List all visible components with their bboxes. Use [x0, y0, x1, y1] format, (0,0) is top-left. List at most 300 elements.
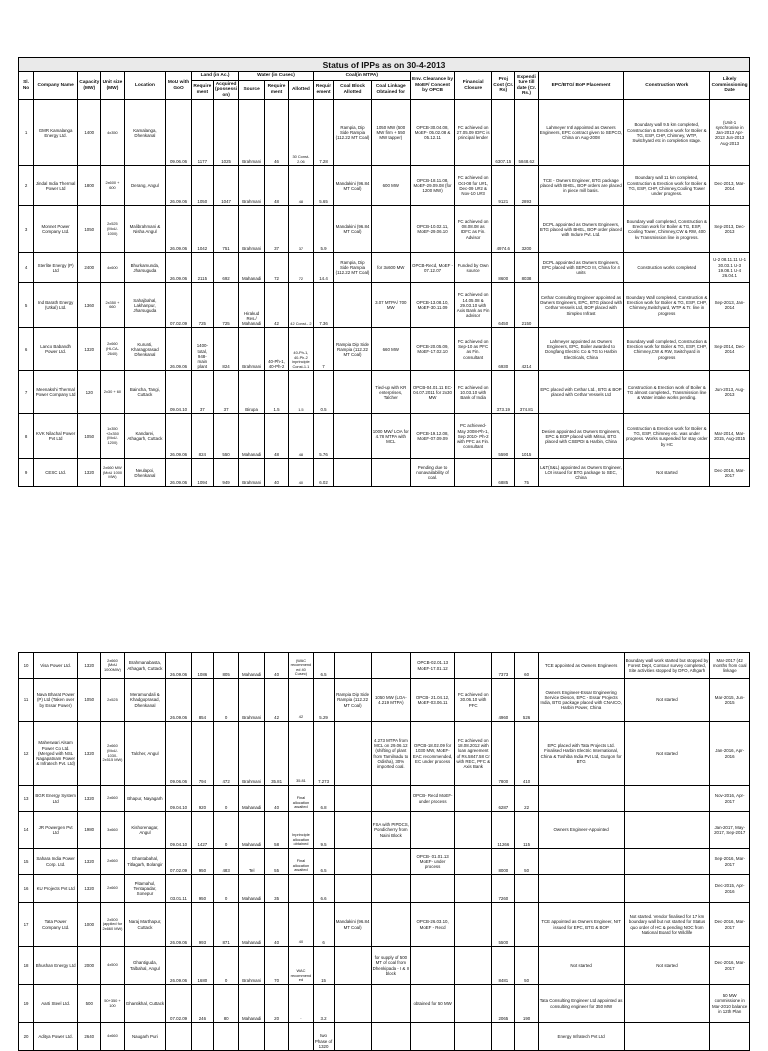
cell-unit-size: 2x660 (HLCA-2640): [101, 328, 124, 371]
cell-sl: 15: [19, 849, 34, 875]
cell-unit-size: 2x660 MW (MoU 1000 MW): [101, 459, 124, 487]
cell-expenditure: 50: [515, 849, 538, 875]
table-row: [19, 679, 750, 722]
cell-coal-requirement: 7.28: [313, 100, 334, 166]
cell-financial-closure: [455, 903, 492, 947]
cell-unit-size: 2x660: [101, 849, 124, 875]
cell-water-source: Mahanadi: [239, 653, 265, 679]
cell-land-requirement: 1094: [191, 459, 213, 487]
cell-water-allotted: 42: [289, 679, 313, 722]
header-company: Company Name: [34, 72, 78, 100]
cell-construction-work: Construction & Erection work for Boiler & TG, ESP, Chimney etc. was under progress. Works suspended for stay order by HC: [624, 414, 710, 459]
cell-land-requirement: 824: [191, 414, 213, 459]
table-row: [19, 100, 750, 166]
cell-mou-date: 09.04.10: [166, 786, 192, 812]
cell-water-requirement: 55: [264, 849, 288, 875]
cell-coal-block: [334, 812, 371, 849]
header-epc: EPC/BTG/ BoP Placement: [538, 72, 624, 100]
cell-coal-linkage: [371, 653, 410, 679]
cell-land-acquired: 751: [213, 206, 239, 253]
cell-construction-work: [624, 1023, 710, 1051]
table-row: [19, 812, 750, 849]
page-two: [0, 606, 768, 1049]
cell-coal-requirement: 5.76: [313, 414, 334, 459]
cell-financial-closure: Funded by Own source: [455, 253, 492, 283]
cell-land-acquired: 1025: [213, 100, 239, 166]
cell-water-requirement: 72: [264, 253, 288, 283]
cell-mou-date: 09.06.06: [166, 722, 192, 786]
page-gap: [0, 560, 768, 606]
cell-expenditure: 1015: [515, 414, 538, 459]
cell-epc-placement: Energy Infratech Pvt Ltd: [538, 1023, 624, 1051]
cell-land-acquired: 80: [213, 985, 239, 1023]
cell-water-requirement: 20: [264, 985, 288, 1023]
cell-capacity: 1400: [78, 100, 101, 166]
cell-project-cost: 7373: [492, 653, 515, 679]
cell-env-clearance: [411, 875, 455, 903]
cell-likely-date: U-2 08.11.11 U-1 30.03.1 U-3 19.08.1 U-4 26.04.1: [710, 253, 750, 283]
cell-water-source: Brahmani: [239, 459, 265, 487]
cell-coal-requirement: 6.5: [313, 849, 334, 875]
cell-expenditure: 190: [515, 985, 538, 1023]
cell-water-allotted: -: [289, 985, 313, 1023]
cell-land-requirement: 1400- total, 948- main plant: [191, 328, 213, 371]
cell-coal-linkage: [371, 1023, 410, 1051]
cell-project-cost: 8481: [492, 947, 515, 985]
cell-location: Kishorenagar, Angul: [124, 812, 166, 849]
cell-project-cost: 6450: [492, 283, 515, 328]
cell-epc-placement: TCE appointed as Owners Engineer, NIT issued for EPC, BTG & BOP: [538, 903, 624, 947]
cell-env-clearance: OPCB-Recd, MoEF - 07.12.07: [411, 253, 455, 283]
cell-construction-work: Not started: [624, 459, 710, 487]
cell-project-cost: 6930: [492, 328, 515, 371]
cell-financial-closure: [455, 786, 492, 812]
cell-mou-date: 07.02.09: [166, 985, 192, 1023]
cell-construction-work: [624, 875, 710, 903]
cell-coal-linkage: 1050 MW (500 MW firm + 550 MW tapper): [371, 100, 410, 166]
cell-coal-requirement: 6.8: [313, 786, 334, 812]
cell-sl: 16: [19, 875, 34, 903]
cell-water-source: Mahanadi: [239, 903, 265, 947]
cell-mou-date: 26.09.06: [166, 166, 192, 206]
table-row: [19, 328, 750, 371]
cell-mou-date: 26.09.06: [166, 459, 192, 487]
header-coal: Coal(in MTPA): [313, 72, 410, 81]
cell-expenditure: [515, 903, 538, 947]
cell-water-requirement: 40: [264, 786, 288, 812]
cell-coal-requirement: 7: [313, 328, 334, 371]
cell-water-requirement: 1.5: [264, 371, 288, 414]
cell-water-source: Tel: [239, 849, 265, 875]
cell-land-acquired: 0: [213, 947, 239, 985]
cell-capacity: 1320: [78, 653, 101, 679]
cell-coal-block: [334, 653, 371, 679]
cell-location: Kamalanga, Dhenkanal: [124, 100, 166, 166]
cell-epc-placement: Owners Engineer-Appointed: [538, 812, 624, 849]
cell-env-clearance: OPCB-18.02.09 for 1030 MW, MoEF- EAC recommended, EC under process: [411, 722, 455, 786]
cell-coal-requirement: 5.65: [313, 166, 334, 206]
cell-expenditure: 50: [515, 947, 538, 985]
cell-land-requirement: 993: [191, 903, 213, 947]
cell-sl: 2: [19, 166, 34, 206]
cell-project-cost: 4960: [492, 679, 515, 722]
cell-expenditure: 410: [515, 722, 538, 786]
cell-project-cost: 8000: [492, 849, 515, 875]
cell-coal-linkage: [371, 903, 410, 947]
cell-water-requirement: 70: [264, 947, 288, 985]
cell-location: Talcher, Angul: [124, 722, 166, 786]
cell-sl: 20: [19, 1023, 34, 1051]
cell-company: Maheswari Alsam Power Co Ltd. (Merged with NSL Nagapatnam Power & Infratech Pvt. Ltd): [34, 722, 78, 786]
cell-capacity: 1320: [78, 459, 101, 487]
cell-company: Lanco Babandh Power Ltd.: [34, 328, 78, 371]
cell-project-cost: 5500: [492, 903, 515, 947]
cell-epc-placement: L&T(S&L) appointed as Owners Engineer, LOI issued for BTG package to SEC, China: [538, 459, 624, 487]
cell-company: Aditya Power Ltd.: [34, 1023, 78, 1051]
table-row: [19, 985, 750, 1023]
cell-mou-date: 26.09.06: [166, 206, 192, 253]
cell-capacity: 1320: [78, 849, 101, 875]
cell-epc-placement: Tata Consulting Engineer Ltd appointed as consulting engineer for 350 MW: [538, 985, 624, 1023]
cell-env-clearance: OPCB- Recd MoEF- under process: [411, 786, 455, 812]
cell-water-source: Brahmani: [239, 328, 265, 371]
table-row: [19, 459, 750, 487]
cell-land-requirement: 1427: [191, 812, 213, 849]
header-financial-closure: Financial Closure: [455, 72, 492, 100]
cell-epc-placement: TCE - Owners Engineer, BTG package placed with BHEL, BOP orders are placed in piece mill basis.: [538, 166, 624, 206]
cell-location: Ghantabahal, Titlagarh, Bolangir: [124, 849, 166, 875]
cell-land-requirement: 1086: [191, 653, 213, 679]
cell-epc-placement: EPC placed with Cethar Ltd., BTG & BOP placed with Cethar Vessels Ltd: [538, 371, 624, 414]
cell-construction-work: [624, 985, 710, 1023]
cell-epc-placement: Lahmeyer Intl appointed as Owners Engineers, EPC contract given to SEPCO, China on Aug-2008: [538, 100, 624, 166]
cell-likely-date: Jan-2017, May-2017, Sep-2017: [710, 812, 750, 849]
cell-financial-closure: [455, 653, 492, 679]
cell-company: Meenakshi Thermal Power Company Ltd: [34, 371, 78, 414]
cell-coal-requirement: 5.9: [313, 206, 334, 253]
cell-project-cost: 373.19: [492, 371, 515, 414]
cell-coal-linkage: Tied-up with KR enterprises, Talcher: [371, 371, 410, 414]
cell-likely-date: Jun-2013, Aug-2013: [710, 371, 750, 414]
cell-coal-requirement: two Phase of 1320: [313, 1023, 334, 1051]
cell-location: Kandarei, Athagarh, Cuttack: [124, 414, 166, 459]
cell-epc-placement: Lahmeyer appointed as Owners Engineers, EPC, Boiler awarded to Dongfang Electric Co & TG to Harbin Electricals, China: [538, 328, 624, 371]
cell-land-requirement: 1680: [191, 947, 213, 985]
cell-coal-requirement: 7.36: [313, 283, 334, 328]
cell-mou-date: 26.09.06: [166, 328, 192, 371]
cell-water-source: Brahmani: [239, 166, 265, 206]
cell-financial-closure: FC achieved on 18.08.2012 with loan agreement of Rs.5847.58 Cr with REC, PFC & Axis Bank: [455, 722, 492, 786]
cell-env-clearance: OPCB-19.12.08, MoEF-07.09.09: [411, 414, 455, 459]
cell-land-requirement: 1042: [191, 206, 213, 253]
cell-env-clearance: OPCB- 21.04.12, MoEF-03.06.11: [411, 679, 455, 722]
cell-water-requirement: 48: [264, 414, 288, 459]
cell-coal-linkage: 660 MW: [371, 328, 410, 371]
cell-coal-requirement: 6.5: [313, 653, 334, 679]
ipp-status-table-page1: [18, 57, 750, 487]
cell-unit-size: 2x500 (applied for 2x660 MW): [101, 903, 124, 947]
cell-construction-work: Construction & Erection work of Boiler & TG almost completed., Transmission line & Water intake works pending.: [624, 371, 710, 414]
cell-land-acquired: 1047: [213, 166, 239, 206]
cell-construction-work: Boundary wall 11 km completed, Construction & Erection work for Boiler & TG, ESP, CHP, Chimney,Cooling Tower under progress.: [624, 166, 710, 206]
cell-water-requirement: 58: [264, 812, 288, 849]
cell-env-clearance: OPCB-02.01.13 MoEF-17.01.12: [411, 653, 455, 679]
table-row: [19, 903, 750, 947]
cell-coal-linkage: for supply of 500 MT of coal from Dhenkipada - I & II block: [371, 947, 410, 985]
header-mou: MoU with GoO: [166, 72, 192, 100]
cell-water-allotted: 48: [289, 414, 313, 459]
cell-coal-requirement: 14.4: [313, 253, 334, 283]
cell-capacity: 120: [78, 371, 101, 414]
cell-coal-block: [334, 875, 371, 903]
cell-financial-closure: [455, 812, 492, 849]
cell-water-source: Birupa: [239, 371, 265, 414]
cell-financial-closure: FC achieved on Oct-08 for U#1, Dec-09 U#2 & Nov-10 U#3: [455, 166, 492, 206]
cell-sl: 7: [19, 371, 34, 414]
table-row: [19, 947, 750, 985]
cell-coal-linkage: 1050 MW (LOA-4.219 MTPA): [371, 679, 410, 722]
cell-sl: 6: [19, 328, 34, 371]
header-expenditure: Expenditure till date (Cr. Rs.): [515, 72, 538, 100]
cell-water-allotted: 40: [289, 459, 313, 487]
cell-coal-block: Mandakini (96.84 MT Coal): [334, 206, 371, 253]
cell-construction-work: Not started. Vendor finalised for 17 km boundary wall but not started for Status quo order of HC & pending NOC from National Board for Wildlife: [624, 903, 710, 947]
cell-likely-date: Nov-2016, Apr-2017: [710, 786, 750, 812]
header-water: Water (in Cusec): [239, 72, 313, 81]
cell-coal-requirement: 0.5: [313, 371, 334, 414]
cell-project-cost: 7260: [492, 875, 515, 903]
cell-water-source: [239, 1023, 265, 1051]
cell-expenditure: 5848.62: [515, 100, 538, 166]
cell-land-requirement: 1050: [191, 166, 213, 206]
cell-construction-work: [624, 786, 710, 812]
cell-water-allotted: [289, 1023, 313, 1051]
cell-mou-date: 09.04.10: [166, 812, 192, 849]
cell-water-requirement: 40-Ph-1, 40-Ph-2: [264, 328, 288, 371]
cell-capacity: 1050: [78, 206, 101, 253]
cell-water-source: Mahanadi: [239, 253, 265, 283]
cell-land-requirement: 794: [191, 722, 213, 786]
cell-likely-date: [710, 1023, 750, 1051]
cell-coal-linkage: 4.273 MTPA from MCL on 29.06.12 (shifting of plant from Tamilnadu to Odisha), 30% imported coal.: [371, 722, 410, 786]
cell-expenditure: 2150: [515, 283, 538, 328]
cell-env-clearance: OPCB-10.02.11, MoEF-29.06.10: [411, 206, 455, 253]
cell-epc-placement: Cethar Consulting Engineer appointed as Owners Engineers, EPC, BTG placed with Cethar Vessels Ltd, BOP placed with Simplex Infrast: [538, 283, 624, 328]
cell-sl: 8: [19, 414, 34, 459]
cell-coal-block: [334, 722, 371, 786]
cell-mou-date: 07.02.09: [166, 849, 192, 875]
cell-water-allotted: 72: [289, 253, 313, 283]
cell-construction-work: Construction works completed: [624, 253, 710, 283]
cell-unit-size: 4x500: [101, 947, 124, 985]
cell-financial-closure: FC achieved on 14.05.08 & 29.03.10 with Axis Bank as Fin advisor: [455, 283, 492, 328]
header-land-acquired: Acquired (possessi on): [213, 80, 239, 100]
cell-unit-size: 2x525: [101, 679, 124, 722]
cell-location: Malibrahmani & Nisha Angul: [124, 206, 166, 253]
cell-mou-date: 26.09.06: [166, 947, 192, 985]
cell-unit-size: 2x600 + 600: [101, 166, 124, 206]
cell-mou-date: 26.09.06: [166, 679, 192, 722]
cell-water-source: Mahanadi: [239, 414, 265, 459]
header-land: Land (in Ac.): [191, 72, 239, 81]
cell-env-clearance: OPCB-30.04.08, MoEF- 05.02.08 & 05.12.11: [411, 100, 455, 166]
table-row: [19, 371, 750, 414]
cell-location: Derang, Angul: [124, 166, 166, 206]
cell-water-requirement: 42: [264, 679, 288, 722]
cell-water-requirement: 42: [264, 283, 288, 328]
cell-capacity: 1050: [78, 414, 101, 459]
cell-water-requirement: 40: [264, 903, 288, 947]
cell-land-requirement: 950: [191, 875, 213, 903]
cell-unit-size: 4x350: [101, 100, 124, 166]
cell-unit-size: 2x660 (MoU 1000MW): [101, 653, 124, 679]
cell-land-acquired: 0: [213, 875, 239, 903]
cell-epc-placement: DCPL appointed as Owners Engineers, EPC placed with SEPCO III, China for 4 units: [538, 253, 624, 283]
header-unit-size: Unit size (MW): [101, 72, 124, 100]
cell-unit-size: 2x660 (MoU-1030-2x515 MW): [101, 722, 124, 786]
cell-water-allotted: 42 Const.- 2: [289, 283, 313, 328]
cell-land-acquired: 725: [213, 283, 239, 328]
cell-water-allotted: 48: [289, 166, 313, 206]
table-row: [19, 849, 750, 875]
cell-expenditure: 22: [515, 786, 538, 812]
cell-coal-block: [334, 414, 371, 459]
cell-location: Baincha, Tangi, Cuttack: [124, 371, 166, 414]
cell-coal-block: Mandakini (96.84 MT Coal): [334, 166, 371, 206]
cell-likely-date: Sep-2013, Dec-2013: [710, 206, 750, 253]
cell-location: Meramundali & Khadgoprasad, Dhenkanal: [124, 679, 166, 722]
cell-sl: 9: [19, 459, 34, 487]
cell-water-requirement: 40: [264, 459, 288, 487]
cell-coal-block: [334, 1023, 371, 1051]
cell-likely-date: Sep-2013, Jan-2014: [710, 283, 750, 328]
table-row: [19, 875, 750, 903]
cell-coal-linkage: [371, 875, 410, 903]
cell-financial-closure: [455, 875, 492, 903]
header-water-requirement: Require ment: [264, 80, 288, 100]
cell-company: Aarti Steel Ltd.: [34, 985, 78, 1023]
table-row: [19, 166, 750, 206]
cell-project-cost: 11266: [492, 812, 515, 849]
cell-project-cost: 6307.15: [492, 100, 515, 166]
cell-construction-work: Boundary wall work started but stopped by Forest Dept, Contour survey completed, Site activities stopped by DFO, Athgarh: [624, 653, 710, 679]
cell-expenditure: 2893: [515, 166, 538, 206]
cell-company: Visa Power Ltd.: [34, 653, 78, 679]
cell-land-acquired: 0: [213, 679, 239, 722]
cell-project-cost: [492, 1023, 515, 1051]
cell-likely-date: Dec-2015, Apr-2016: [710, 875, 750, 903]
table-row: [19, 653, 750, 679]
cell-capacity: 1320: [78, 722, 101, 786]
cell-water-allotted: 35.81: [289, 722, 313, 786]
cell-location: Naugarh Puri: [124, 1023, 166, 1051]
cell-coal-requirement: 6: [313, 903, 334, 947]
cell-land-requirement: 950: [191, 849, 213, 875]
cell-project-cost: 6885: [492, 459, 515, 487]
cell-sl: 18: [19, 947, 34, 985]
cell-water-allotted: [289, 875, 313, 903]
cell-env-clearance: OPCB-18.11.08, MoEF-29.09.08 (for 1200 MW): [411, 166, 455, 206]
cell-water-source: Brahmani: [239, 206, 265, 253]
cell-coal-block: Mandakini (96.84 MT Coal): [334, 903, 371, 947]
cell-company: Sahara India Power Corp. Ltd.: [34, 849, 78, 875]
table-row: [19, 722, 750, 786]
cell-mou-date: 26.09.06: [166, 253, 192, 283]
cell-construction-work: Boundary wall completed, Construction & Erection work for Boiler & TG, ESP, CHP, Chimney,CW & RW, Switchyard in progress: [624, 328, 710, 371]
cell-financial-closure: [455, 985, 492, 1023]
cell-coal-linkage: [371, 459, 410, 487]
cell-company: CESC Ltd.: [34, 459, 78, 487]
cell-unit-size: 50+350 + 100: [101, 985, 124, 1023]
cell-epc-placement: Owners Engineer-Essar Engineering Service Dieson, EPC - Essar Projects India, BTG package placed with CNAICO, Harbin Power, China: [538, 679, 624, 722]
cell-land-acquired: 805: [213, 653, 239, 679]
cell-company: Tata Power Company Ltd.: [34, 903, 78, 947]
cell-coal-linkage: [371, 786, 410, 812]
cell-capacity: 2000: [78, 947, 101, 985]
cell-env-clearance: OPCB-13.08.10, MoEF-30.11.09: [411, 283, 455, 328]
cell-capacity: 1320: [78, 786, 101, 812]
cell-env-clearance: OPCB-04.01.11 EC- 04.07.2011 for 2x30 MW: [411, 371, 455, 414]
cell-coal-requirement: 3.2: [313, 985, 334, 1023]
cell-project-cost: 5590: [492, 414, 515, 459]
cell-location: Pitamahul, Tentapadar, Sonepur: [124, 875, 166, 903]
cell-construction-work: Not started: [624, 722, 710, 786]
cell-env-clearance: [411, 947, 455, 985]
cell-coal-block: [334, 849, 371, 875]
cell-water-allotted: 1.5: [289, 371, 313, 414]
table-row: [19, 786, 750, 812]
cell-mou-date: 07.02.09: [166, 283, 192, 328]
cell-water-allotted: 40: [289, 903, 313, 947]
cell-coal-block: Rampia, Dip Side Rampia (112.22 MT Coal): [334, 253, 371, 283]
header-land-requirement: Require ment: [191, 80, 213, 100]
cell-water-allotted: 40-Ph-1, 40-Ph-2 inprinciple Const-1.1: [289, 328, 313, 371]
cell-capacity: 1050: [78, 679, 101, 722]
cell-coal-block: [334, 947, 371, 985]
cell-capacity: 500: [78, 985, 101, 1023]
header-likely-date: Likely Commissioning Date: [710, 72, 750, 100]
cell-mou-date: 26.09.06: [166, 414, 192, 459]
cell-coal-linkage: for 3x600 MW: [371, 253, 410, 283]
cell-land-requirement: 725: [191, 283, 213, 328]
cell-likely-date: 50 MW commissione in Mar-2010 balance in 12th Plan: [710, 985, 750, 1023]
cell-company: JR Powergen Pvt Ltd: [34, 812, 78, 849]
cell-mou-date: [166, 1023, 192, 1051]
cell-mou-date: 26.09.06: [166, 903, 192, 947]
cell-capacity: 1000: [78, 903, 101, 947]
cell-land-acquired: 550: [213, 414, 239, 459]
cell-land-acquired: 0: [213, 812, 239, 849]
cell-unit-size: 4x660: [101, 1023, 124, 1051]
cell-land-requirement: 246: [191, 985, 213, 1023]
cell-water-requirement: 48: [264, 166, 288, 206]
cell-location: Ghantikhal, Cuttack: [124, 985, 166, 1023]
table-row: [19, 1023, 750, 1051]
cell-land-requirement: 37: [191, 371, 213, 414]
table-row: [19, 206, 750, 253]
cell-location: Neulapoi, Dhenkanal: [124, 459, 166, 487]
cell-construction-work: Boundary Wall completed, Construction & Erection work for Boiler & TG, ESP, CHP, Chimney,Switchyard, WTP & Tr. line in progress: [624, 283, 710, 328]
cell-coal-linkage: [371, 206, 410, 253]
cell-water-source: Mahanadi: [239, 875, 265, 903]
cell-coal-linkage: 1000 MW/ LOA for 4.78 MTPA with MCL: [371, 414, 410, 459]
cell-company: GMR Kamalanga Energy Ltd.: [34, 100, 78, 166]
cell-epc-placement: TCE appointed as Owners Engineers: [538, 653, 624, 679]
cell-project-cost: 4974.6: [492, 206, 515, 253]
cell-company: KU Projects Pvt Ltd: [34, 875, 78, 903]
cell-location: Brahmanabasta, Athagarh, Cuttack: [124, 653, 166, 679]
cell-epc-placement: [538, 849, 624, 875]
